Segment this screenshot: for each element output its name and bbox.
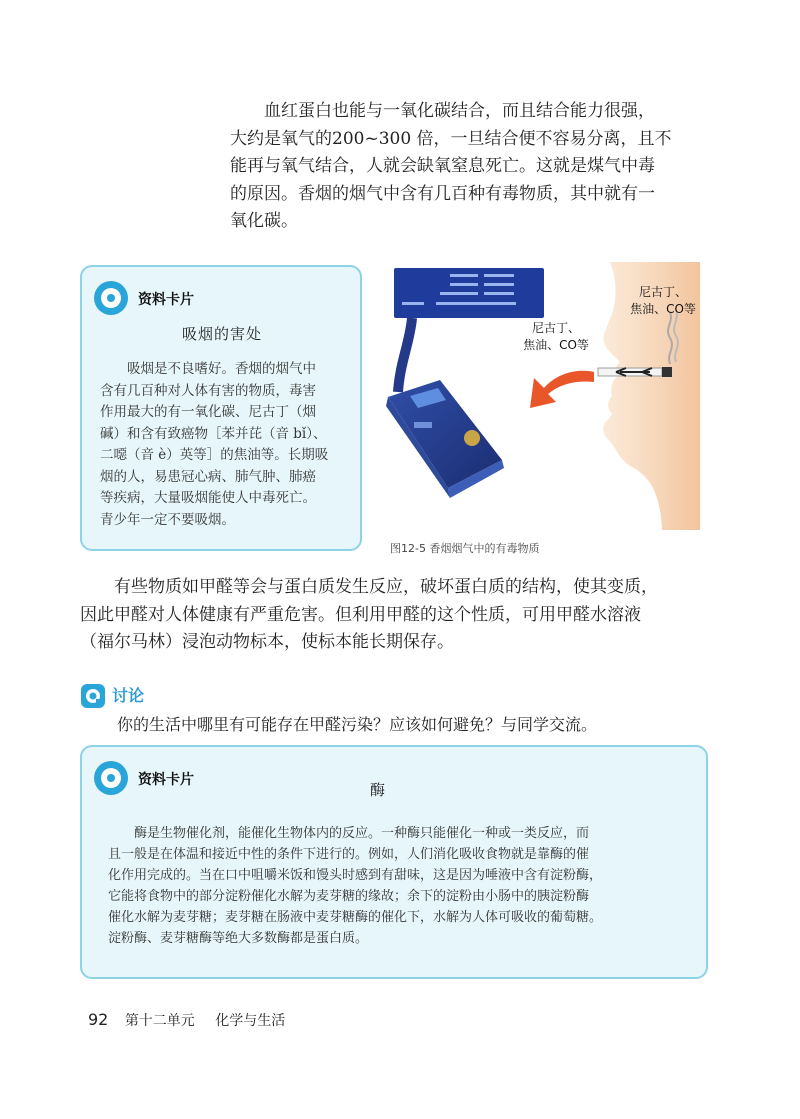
text-line: 大约是氧气的200~300 倍，一旦结合便不容易分离，且不 [230,128,672,149]
formaldehyde-paragraph [80,574,720,657]
discussion-icon [80,683,106,709]
card-line: 碱）和含有致癌物［苯并芘（音 bǐ）、 [100,425,327,442]
figure-caption: 图12-5 香烟烟气中的有毒物质 [390,542,540,555]
card-line: 且一般是在体温和接近中性的条件下进行的。例如，人们消化吸收食物就是靠酶的催 [108,847,590,862]
text-line: 有些物质如甲醛等会与蛋白质发生反应，破坏蛋白质的结构，使其变质， [114,577,658,597]
sampling-tube [398,318,412,392]
card-line: 吸烟是不良嗜好。香烟的烟气中 [127,361,316,377]
cigarette-box [386,380,504,498]
card-line: 含有几百种对人体有害的物质，毒害 [100,382,316,399]
label-line: 尼古丁、 [531,321,580,335]
card-line: 淀粉酶、麦芽糖酶等绝大多数酶都是蛋白质。 [108,931,369,946]
discussion-label: 讨论 [112,686,145,705]
text-line: 因此甲醛对人体健康有严重危害。但利用甲醛的这个性质，可用甲醛水溶液 [80,604,641,625]
info-card-smoking [80,265,362,551]
card-line: 酶是生物催化剂，能催化生物体内的反应。一种酶只能催化一种或一类反应，而 [134,826,590,841]
info-card-enzyme [80,745,708,979]
intro-paragraph [230,98,700,236]
card-title: 酶 [370,781,387,799]
text-line: 血红蛋白也能与一氧化碳结合，而且结合能力很强， [264,101,655,121]
card-body [100,359,354,531]
card-line: 等疾病，大量吸烟能使人中毒死亡。 [100,490,316,506]
text-line: 能再与氧气结合，人就会缺氧窒息死亡。这就是煤气中毒 [230,156,655,176]
card-line: 催化水解为麦芽糖；麦芽糖在肠液中麦芽糖酶的催化下，水解为人体可吸收的葡萄糖。 [108,910,603,925]
smoking-illustration [380,262,700,530]
label-line: 焦油、CO等 [630,302,696,316]
footer-unit: 第十二单元 [124,1013,195,1029]
card-label: 资料卡片 [138,292,194,308]
card-line: 作用最大的有一氧化碳、尼古丁（烟 [100,404,316,420]
page-number: 92 [88,1010,109,1029]
card-title: 吸烟的害处 [182,325,263,343]
text-line: 氧化碳。 [230,211,298,231]
label-smoke-right [626,284,700,318]
card-body [108,823,704,949]
text-line: 的原因。香烟的烟气中含有几百种有毒物质，其中就有一 [230,183,655,204]
smoke-flow-arrow [530,371,594,408]
cigarette [598,367,672,377]
card-line: 它能将食物中的部分淀粉催化水解为麦芽糖的缘故；余下的淀粉由小肠中的胰淀粉酶 [108,889,590,904]
page-footer [88,1010,285,1030]
text-line: （福尔马林）浸泡动物标本，使标本能长期保存。 [80,632,454,652]
discussion-question: 你的生活中哪里有可能存在甲醛污染？应该如何避免？与同学交流。 [117,715,598,734]
label-line: 尼古丁、 [638,285,687,299]
card-line: 青少年一定不要吸烟。 [100,511,235,528]
card-line: 化作用完成的。当在口中咀嚼米饭和馒头时感到有甜味，这是因为唾液中含有淀粉酶， [108,868,603,883]
card-label: 资料卡片 [138,772,194,788]
card-line: 烟的人，易患冠心病、肺气肿、肺癌 [100,468,316,485]
footer-title: 化学与生活 [215,1013,286,1029]
label-line: 焦油、CO等 [523,338,589,352]
label-smoke-left [516,320,596,354]
info-card-icon [94,281,128,315]
info-card-icon [94,761,128,795]
card-line: 二噁（音 è）英等］的焦油等。长期吸 [100,447,329,463]
